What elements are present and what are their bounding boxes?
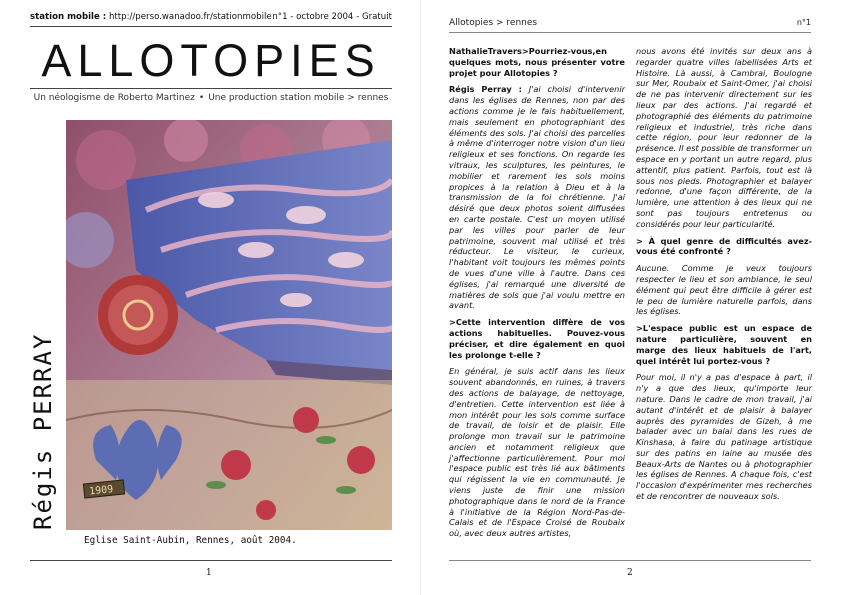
page-number-1: 1 — [206, 568, 212, 578]
question-2: >Cette intervention diffère de vos actions habituelles. Pouvez-vous préciser, et dire également en quoi les prolonge t-elle ? — [449, 317, 625, 360]
brand-rule — [30, 88, 392, 89]
page-1 — [0, 0, 420, 595]
cover-photo — [66, 120, 392, 530]
answer-1-text: J'ai choisi d'intervenir dans les églises de Rennes, non par des actions comme je le fais habituellement, mais seulement en photographiant des éléments des sols. J'ai choisi des parcelles à même d'interroger notre vision d'un lieu religieux et ses fonctions. On regarde les vitraux, les sculptures, les peintures, le mobilier et rarement les sols moins propices à la relation à Dieu et à la transmission de la foi chrétienne. J'ai désiré que deux photos soient diffusées en carte postale. C'est un moyen utilisé par les villes pour parler de leur patrimoine, souvent mal utilisé et très réducteur. Le visiteur, le curieux, l'habitant voit toujours les mêmes points de vues d'une ville à l'autre. Dans ces églises, j'ai remarqué une diversité de matières de sols que j'ai voulu mettre en avant. — [449, 84, 625, 311]
page2-header-right: n°1 — [796, 18, 811, 27]
brand-title: ALLOTOPIES — [41, 35, 381, 86]
footer-rule — [30, 560, 392, 561]
question-1: NathalieTravers>Pourriez-vous,en quelques mots, nous présenter votre projet pour Allotopies ? — [449, 46, 625, 78]
church-floor-photo — [66, 120, 392, 530]
answer-3: Aucune. Comme je veux toujours respecter le lieu et son ambiance, le seul élément qui peut être difficile à gérer est le peu de lumière naturelle parfois, dans les églises. — [636, 263, 812, 317]
tagline-right: Une production station mobile > rennes — [208, 93, 389, 103]
photo-caption: Eglise Saint-Aubin, Rennes, août 2004. — [84, 535, 297, 546]
tagline-left: Un néologisme de Roberto Martinez — [33, 93, 195, 103]
answer-1-speaker: Régis Perray : — [449, 84, 522, 95]
column-1 — [449, 46, 625, 545]
page-2 — [421, 0, 841, 595]
page2-header-left: Allotopies > rennes — [449, 18, 538, 28]
column-2 — [636, 46, 812, 508]
answer-2-continued: nous avons été invités sur deux ans à regarder quatre villes labellisées Arts et Histoire. Là aussi, à Cambrai, Boulogne sur Mer, Roubaix et Saint-Omer, j'ai choisi de ne pas intervenir directement sur les lieux par des actions. J'ai regardé et photographié des éléments du patrimoine religieux et industriel, très riche dans cette région, pour leur redonner de la présence. Il est possible de transformer un espace en y portant un autre regard, plus attentif, plus patient. Parfois, tout est là sous nos pieds. Photographier et balayer redonne, d'une façon différente, de la lumière, une attention à des lieux qui ne sont pas toujours entretenus ou considérés pour leur particularité. — [636, 46, 812, 229]
artist-name-vertical — [28, 265, 58, 530]
artist-name: Régis PERRAY — [29, 332, 57, 530]
header-site-label: station mobile : — [30, 12, 107, 22]
page2-top-rule — [449, 32, 811, 33]
tagline-separator: • — [198, 93, 205, 103]
answer-2: En général, je suis actif dans les lieux souvent abandonnés, en ruines, à travers des actions de balayage, de nettoyage, d'entretien. Cette intervention est liée à mon intérêt pour les sols comme surface de travail, de loisir et de plaisir. Elle prolonge mon travail sur le patrimoine ancien et notamment religieux que j'affectionne particulièrement. Pour moi l'espace public est très lié aux bâtiments qui régissent la vie en communauté. Je viens juste de finir une mission photographique dans le nord de la France à l'initiative de la Région Nord-Pas-de-Calais et de l'Espace Croisé de Roubaix où, avec deux autres artistes, — [449, 366, 625, 539]
tagline — [30, 93, 392, 103]
answer-1 — [449, 84, 625, 311]
page-number-2: 2 — [627, 568, 633, 578]
header-url[interactable]: http://perso.wanadoo.fr/stationmobile — [108, 12, 272, 22]
header-issue: n°1 - octobre 2004 - Gratuit — [272, 12, 392, 22]
photo-year-plaque: 1909 — [88, 484, 114, 498]
answer-4: Pour moi, il n'y a pas d'espace à part, il n'y a que des lieux, qu'importe leur nature. Dans le cadre de mon travail, j'ai autant d'intérêt et de plaisir à balayer auprès des pyramides de Gizeh, à me balader avec un balai dans les rues de Kinshasa, à faire du patinage artistique sur des patins en laine au musée des Beaux-Arts de Nantes ou à photographier les églises de Rennes. A chaque fois, c'est l'occasion d'expérimenter mes recherches et de rencontrer de nouveaux sols. — [636, 372, 812, 502]
page2-footer-rule — [449, 560, 811, 561]
header-site — [30, 12, 272, 22]
question-3: > À quel genre de difficultés avez-vous été confronté ? — [636, 235, 812, 257]
top-rule — [30, 26, 392, 27]
question-4: >L'espace public est un espace de nature particulière, souvent en marge des lieux habituels de l'art, quel intérêt lui portez-vous ? — [636, 323, 812, 366]
